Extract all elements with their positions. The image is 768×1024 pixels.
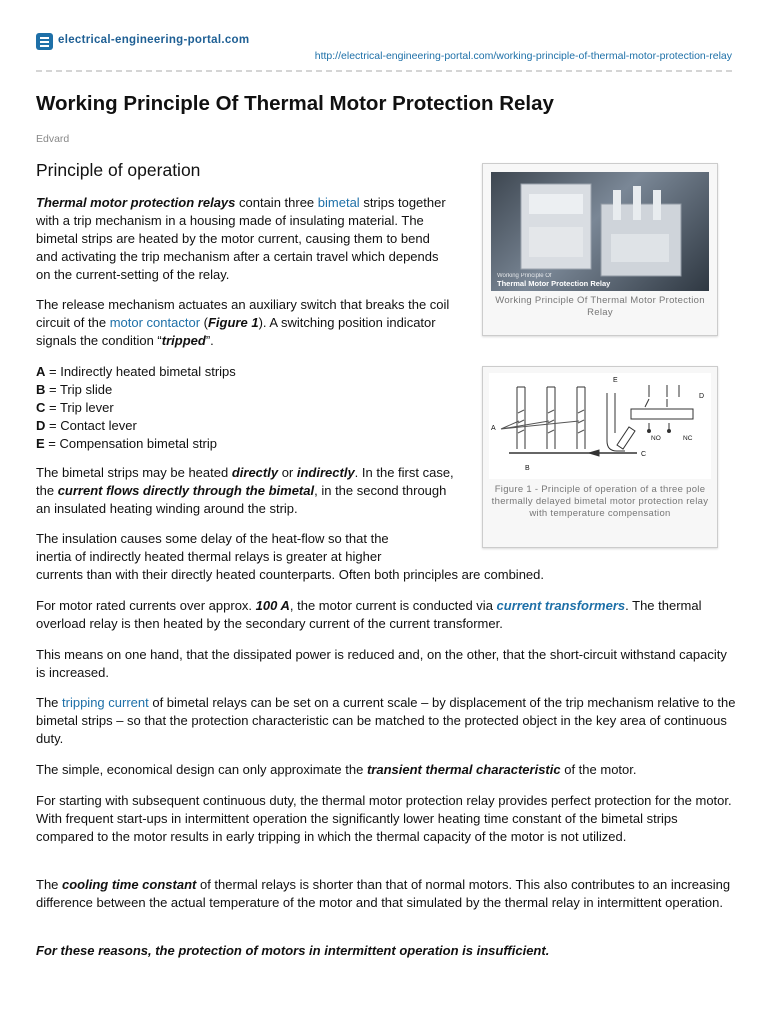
photo-caption: Working Principle Of Thermal Motor Protection Relay — [495, 295, 705, 318]
paragraph-10: The cooling time constant of thermal relays is shorter than that of normal motors. This also contributes to an increasing difference between the actual temperature of the motor and that simulated by the thermal relay in intermittent operation. — [36, 877, 731, 910]
paragraph-4: The insulation causes some delay of the heat-flow so that the inertia of indirectly heated thermal relays is greater at higher currents than with their directly heated counterparts. Often both principles are combined. — [36, 531, 544, 582]
list-item: E = Compensation bimetal strip — [36, 436, 218, 451]
label-d: D — [699, 393, 705, 400]
label-e: E — [613, 377, 618, 384]
relay-photo-figure — [482, 163, 718, 336]
relay-schematic — [489, 373, 711, 479]
site-name[interactable]: electrical-engineering-portal.com — [58, 34, 250, 46]
motor-contactor-link[interactable]: motor contactor — [109, 315, 201, 330]
paragraph-2: The release mechanism actuates an auxiliary switch that breaks the coil circuit of the motor contactor (Figure 1). A switching position indicator signals the condition “tripped”. — [36, 297, 450, 348]
label-no: NO — [651, 435, 661, 442]
label-c: C — [641, 451, 647, 458]
author: Edvard — [36, 133, 70, 145]
paragraph-1: Thermal motor protection relays contain three bimetal strips together with a trip mechanism in a housing made of insulating material. The bimetal strips are heated by the motor current, causing them to bend and activating the trip mechanism after a certain travel which depends on the current-setting of the relay. — [36, 195, 446, 282]
bimetal-link[interactable]: bimetal — [317, 195, 360, 210]
site-logo-icon — [36, 33, 53, 50]
list-item: B = Trip slide — [36, 382, 113, 397]
diagram-caption: Figure 1 - Principle of operation of a three pole thermally delayed bimetal motor protection relay with temperature compensation — [491, 484, 709, 519]
paragraph-9: For starting with subsequent continuous duty, the thermal motor protection relay provides perfect protection for the motor. With frequent start-ups in intermittent operation the significantly lower heating time constant of the bimetal strips compared to the motor results in early tripping in which the thermal capacity of the motor is not utilized. — [36, 793, 732, 844]
paragraph-3: The bimetal strips may be heated directly or indirectly. In the first case, the current flows directly through the bimetal, in the second through an insulated heating winding around the strip. — [36, 465, 454, 516]
current-transformers-link[interactable]: current transformers — [496, 598, 626, 613]
header-divider — [36, 70, 732, 72]
relay-diagram — [489, 373, 711, 479]
diagram-figure — [482, 366, 718, 548]
source-url-link[interactable]: http://electrical-engineering-portal.com/working-principle-of-thermal-motor-protection-relay — [314, 50, 732, 62]
section-heading: Principle of operation — [36, 160, 201, 180]
list-item: A = Indirectly heated bimetal strips — [36, 364, 236, 379]
photo-overlay-label: Working Principle Of Thermal Motor Protection Relay — [497, 273, 611, 288]
paragraph-8: The simple, economical design can only approximate the transient thermal characteristic of the motor. — [36, 762, 637, 777]
label-nc: NC — [683, 435, 693, 442]
paragraph-7: The tripping current of bimetal relays can be set on a current scale – by displacement of the trip mechanism relative to the bimetal strips – so that the protection characteristic can be matched to the protected object in the key area of continuous duty. — [36, 695, 736, 746]
page-title: Working Principle Of Thermal Motor Protection Relay — [36, 92, 554, 115]
paragraph-5: For motor rated currents over approx. 100 A, the motor current is conducted via current transformers. The thermal overload relay is then heated by the secondary current of the current transformer. — [36, 598, 702, 631]
label-b: B — [525, 465, 530, 472]
label-a: A — [491, 425, 496, 432]
paragraph-6: This means on one hand, that the dissipated power is reduced and, on the other, that the short-circuit withstand capacity is increased. — [36, 647, 727, 680]
paragraph-11: For these reasons, the protection of motors in intermittent operation is insufficient. — [36, 943, 550, 958]
tripping-current-link[interactable]: tripping current — [62, 695, 149, 710]
list-item: C = Trip lever — [36, 400, 114, 415]
list-item: D = Contact lever — [36, 418, 137, 433]
legend-list — [36, 363, 454, 453]
relay-photo — [491, 172, 709, 291]
